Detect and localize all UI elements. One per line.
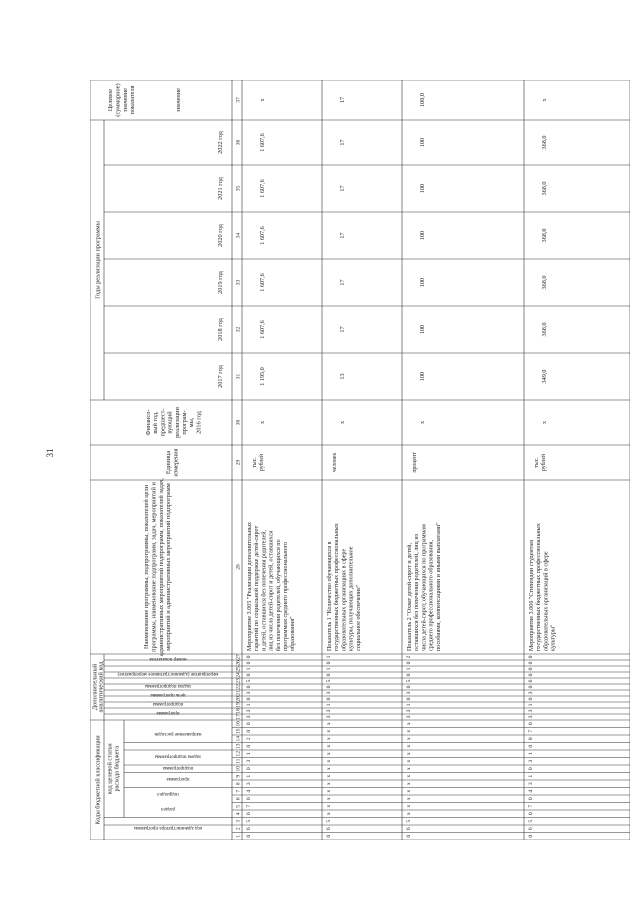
code-digit: 5 [406,679,412,683]
column-number-20: 20 [235,696,242,702]
row-name: Показатель 1 "Количество обучающихся вгосударственных бюджетных профессиональныхобразовательных организациях в сферекультуры, получающих дополнительноесоциальное обеспечение" [327,523,362,651]
column-number-7: 7 [235,789,242,793]
row-finance: x [259,420,266,425]
code-digit: x [326,737,332,741]
code-digit: x [326,752,332,756]
code-digit: 1 [326,703,332,707]
row-value-2021: 1 607,6 [259,179,266,198]
code-digit: x [406,812,412,816]
row-value-2018: 1 607,6 [259,320,266,339]
header-additional-code-2: аналитический код [97,661,105,713]
code-digit: 1 [326,667,332,671]
code-digit: 0 [326,685,332,689]
column-number-28: 28 [235,564,242,570]
code-digit: x [326,759,332,763]
column-number-13: 13 [235,743,242,749]
code-digit: 0 [326,834,332,838]
code-digit: x [326,789,332,793]
code-digit: 4 [528,789,534,793]
code-digit: 0 [246,767,252,771]
code-digit: 0 [246,722,252,726]
row-target: x [259,98,266,102]
code-digit: 6 [528,827,534,831]
budget-program-table [90,80,630,840]
code-digit: 0 [406,834,412,838]
code-digit: x [406,782,412,786]
code-digit: 4 [246,789,252,793]
row-unit: тыс.рублей [252,453,266,472]
row-finance: x [339,420,346,425]
header-year-2019: 2019 год [217,271,224,294]
code-digit: 0 [246,673,252,677]
code-digit: 1 [406,703,412,707]
column-number-24: 24 [235,672,242,678]
column-number-36: 36 [235,139,242,146]
column-number-10: 10 [235,766,242,772]
header-col-direction: направление расходов [154,731,202,736]
code-digit: 0 [406,685,412,689]
row-unit: человек [332,452,338,473]
column-number-19: 19 [235,702,242,708]
code-digit: 3 [246,759,252,763]
row-value-2022: 1 607,6 [259,133,266,152]
header-budget-codes: Коды бюджетной классификации [94,735,102,825]
row-name: Показатель 2 "Охват детей-сирот и детей,оставшихся без попечения родителей, лиц изчисла детей-сирот, обучающихся по программамсреднего профессионального образования,пособиями, компенсациями и иными выплатами" [407,522,442,651]
header-col-target: Целевое(суммарное)значениепоказателя [107,83,137,117]
code-digit: 5 [246,679,252,683]
code-digit: 6 [528,679,534,683]
column-number-22: 22 [235,684,242,690]
code-digit: 0 [528,685,534,689]
code-digit: 0 [326,697,332,701]
column-number-9: 9 [235,774,242,778]
code-digit: 0 [528,667,534,671]
row-value-2020: 17 [339,232,346,239]
code-digit: x [406,752,412,756]
code-digit: x [326,797,332,801]
code-digit: x [326,744,332,748]
code-digit: 0 [528,655,534,659]
code-digit: 3 [528,709,534,713]
row-name: Мероприятие 3.006 "Стипендии студентамгосударственных бюджетных профессиональныхобразовательных организаций в сферекультуры" [529,523,557,651]
row-value-2019: 17 [339,279,346,286]
header-col-add-event: мероприятие (административное мероприятие) [117,671,219,676]
code-digit: 0 [246,834,252,838]
row-finance: x [541,420,548,425]
code-digit: 0 [246,655,252,659]
code-digit: 3 [246,691,252,695]
header-col-subsection: подраздел [157,791,179,796]
row-value-2017: 13 [339,373,346,380]
header-col-admin: код администратора программы [133,824,203,830]
column-number-15: 15 [235,728,242,734]
code-digit: 0 [246,661,252,665]
column-number-37: 37 [235,97,242,103]
row-value-2017: 100 [419,371,426,382]
code-digit: 0 [246,812,252,816]
code-digit: 0 [406,673,412,677]
code-digit: 1 [246,703,252,707]
header-year-2021: 2021 год [217,177,224,200]
header-col-program: программа [166,776,190,781]
column-number-30: 30 [235,419,242,426]
row-value-2018: 17 [339,326,346,333]
code-digit: x [406,774,412,778]
header-additional-code: Дополнительный [91,663,99,711]
page-number: 31 [45,448,55,458]
row-value-2019: 100 [419,277,426,288]
row-value-2022: 368,0 [541,135,548,150]
column-number-3: 3 [235,819,242,823]
column-number-2: 2 [235,827,242,831]
header-col-add-indicator: номер показателя [149,656,187,661]
header-year-2018: 2018 год [217,318,224,341]
column-number-23: 23 [235,678,242,684]
code-digit: x [406,737,412,741]
row-value-2022: 100 [419,137,426,148]
code-digit: 1 [326,655,332,659]
code-digit: 6 [406,827,412,831]
column-number-26: 26 [235,660,242,666]
row-value-2018: 100 [419,324,426,335]
code-digit: 3 [406,709,412,713]
code-digit: x [406,789,412,793]
code-digit: 0 [246,697,252,701]
column-number-21: 21 [235,690,242,696]
code-digit: 5 [406,819,412,823]
header-col-add-program: программа [156,710,180,715]
code-digit: x [326,804,332,808]
row-target: 100,0 [419,93,426,107]
code-digit: 0 [528,797,534,801]
code-digit: 0 [528,834,534,838]
code-digit: 3 [246,782,252,786]
code-digit: x [406,804,412,808]
header-target-article: код целевой статьирасхода бюджета [106,743,121,795]
code-digit: 0 [326,661,332,665]
code-digit: 1 [246,752,252,756]
code-digit: x [326,812,332,816]
column-number-4: 4 [235,812,242,816]
header-year-2022: 2022 год [217,131,224,154]
code-digit: x [406,744,412,748]
code-digit: 0 [528,722,534,726]
header-year-2017: 2017 год [217,365,224,388]
column-number-12: 12 [235,751,242,757]
code-digit: 1 [246,774,252,778]
row-value-2020: 100 [419,230,426,241]
column-number-27: 27 [235,654,242,660]
code-digit: 0 [246,729,252,733]
row-value-2017: 1 195,0 [259,367,266,386]
row-value-2021: 368,0 [541,181,548,196]
code-digit: 3 [326,691,332,695]
row-name: Мероприятие 3.005 "Реализация дополнительныхгарантий по социальной поддержке детей-сироти детей, оставшихся без попечения родителей,лиц из числа детей-сирот и детей, оставшихсябез попечения родителей, обучающихся попрограммам среднего профессиональногообразования" [247,521,297,651]
code-digit: 0 [326,673,332,677]
column-number-11: 11 [235,758,242,764]
code-digit: 0 [528,697,534,701]
code-digit: 0 [528,812,534,816]
code-digit: 1 [528,703,534,707]
row-unit: процент [412,452,418,473]
code-digit: x [406,722,412,726]
row-value-2017: 349,0 [541,369,548,384]
code-digit: x [326,767,332,771]
code-digit: x [406,797,412,801]
code-digit: x [326,729,332,733]
code-digit: 2 [406,655,412,659]
code-digit: 8 [528,737,534,741]
header-col-subprogram: подпрограмма [162,764,194,770]
column-number-1: 1 [235,834,242,838]
column-number-25: 25 [235,666,242,672]
code-digit: 5 [326,819,332,823]
column-number-33: 33 [235,279,242,286]
code-digit: 3 [326,715,332,719]
code-digit: 0 [528,661,534,665]
code-digit: 3 [326,709,332,713]
code-digit: 1 [528,752,534,756]
code-digit: 6 [246,827,252,831]
code-digit: x [406,767,412,771]
row-value-2019: 1 607,6 [259,273,266,292]
code-digit: 0 [406,661,412,665]
code-digit: 5 [246,819,252,823]
code-digit: 7 [528,729,534,733]
row-target: x [541,98,548,102]
table-grid [90,80,630,840]
row-value-2019: 368,0 [541,275,548,290]
code-digit: 6 [326,827,332,831]
row-value-2018: 368,0 [541,322,548,337]
code-digit: 0 [528,767,534,771]
row-target: 17 [339,96,346,104]
column-number-18: 18 [235,708,242,714]
column-number-6: 6 [235,797,242,801]
column-number-31: 31 [235,373,242,380]
code-digit: x [326,774,332,778]
header-col-name: Наименование программы, подпрограммы, показателей целипрограммы, наименование подпрограмм, задач, мероприятий иадминистративных мероприятий подпрограмм, показателей задач,мероприятий и административных мероприятий подпрограмм [143,477,173,657]
header-col-finance: Финансо-вый год,предшест-вующийреализациипрограм-мы,2016 год [145,407,203,438]
row-value-2021: 17 [339,185,346,192]
header-years: Годы реализации программы [94,221,102,299]
column-number-16: 16 [235,721,242,727]
column-number-34: 34 [235,232,242,239]
column-number-29: 29 [235,459,242,466]
header-col-section: раздел [161,806,175,811]
header-col-add-goal: цель программы [150,692,186,697]
code-digit: 1 [406,667,412,671]
column-number-32: 32 [235,326,242,333]
code-digit: 7 [246,804,252,808]
header-col-add-subprogram: подпрограмма [152,701,184,706]
code-digit: 3 [406,691,412,695]
code-digit: 0 [406,697,412,701]
column-number-14: 14 [235,736,242,742]
header-year-2020: 2020 год [217,224,224,247]
code-digit: 0 [246,797,252,801]
code-digit: 1 [528,774,534,778]
code-digit: 0 [528,673,534,677]
code-digit: 7 [528,804,534,808]
code-digit: 3 [528,691,534,695]
code-digit: 3 [528,715,534,719]
row-value-2022: 17 [339,139,346,146]
column-number-5: 5 [235,804,242,808]
column-number-17: 17 [235,714,242,720]
header-col-target-value: значение [175,88,182,112]
code-digit: 0 [528,744,534,748]
code-digit: x [326,782,332,786]
code-digit: 3 [406,715,412,719]
code-digit: x [326,722,332,726]
header-col-task: задача подпрограммы [154,753,202,759]
code-digit: 0 [246,685,252,689]
code-digit: 5 [528,819,534,823]
column-number-8: 8 [235,782,242,786]
code-digit: 2 [246,737,252,741]
header-col-unit: Единицаизмерения [165,448,180,477]
code-digit: 0 [246,744,252,748]
row-value-2020: 368,0 [541,228,548,243]
code-digit: 3 [246,709,252,713]
code-digit: x [406,759,412,763]
row-value-2021: 100 [419,183,426,194]
code-digit: 3 [528,782,534,786]
row-finance: x [419,420,426,425]
row-value-2020: 1 607,6 [259,226,266,245]
code-digit: 1 [246,667,252,671]
header-col-add-task: задача подпрограммы [144,683,192,688]
code-digit: 3 [246,715,252,719]
code-digit: x [406,729,412,733]
column-number-35: 35 [235,185,242,192]
row-unit: тыс.рублей [534,453,548,472]
code-digit: 3 [528,759,534,763]
code-digit: 5 [326,679,332,683]
